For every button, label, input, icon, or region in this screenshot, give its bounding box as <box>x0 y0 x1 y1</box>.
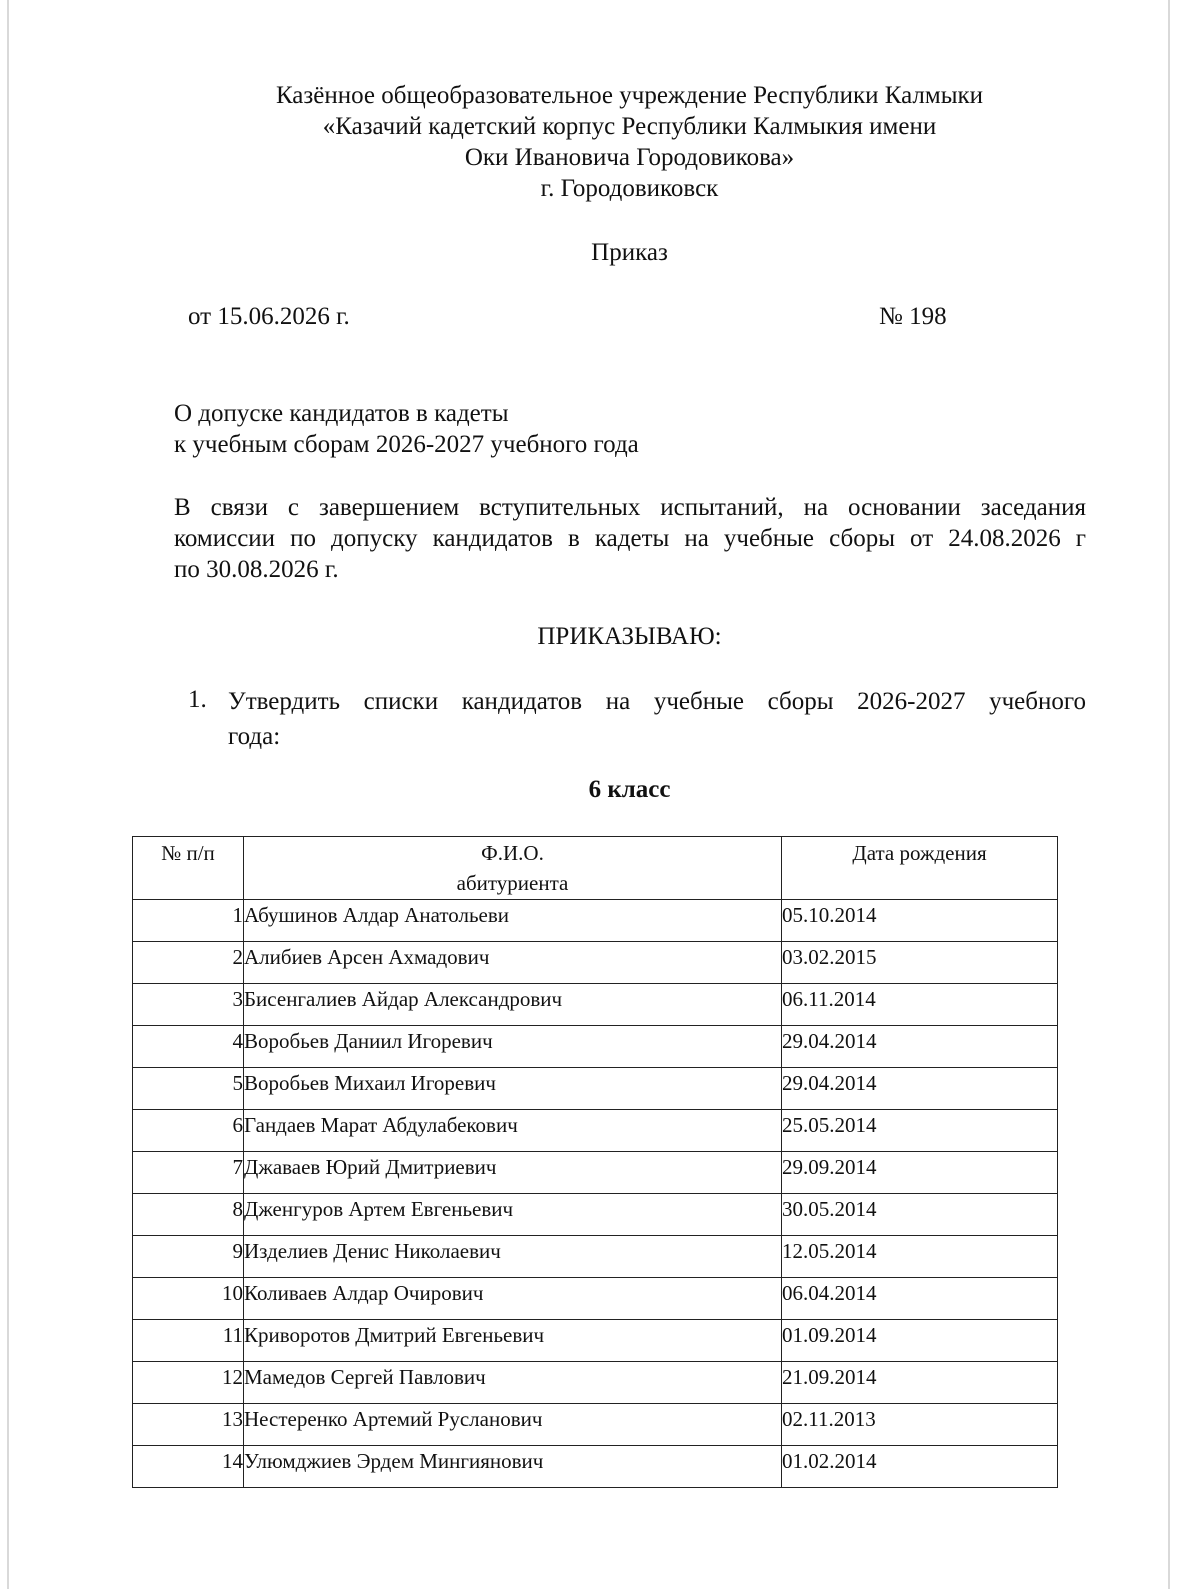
row-full-name: Джаваев Юрий Дмитриевич <box>244 1152 782 1194</box>
order-date: от 15.06.2026 г. <box>188 303 350 330</box>
header-city-line: г. Городовиковск <box>540 175 719 202</box>
row-full-name: Алибиев Арсен Ахмадович <box>244 942 782 984</box>
row-full-name: Нестеренко Артемий Русланович <box>244 1404 782 1446</box>
table-header-row <box>133 837 1058 900</box>
row-birth-date: 02.11.2013 <box>782 1404 1058 1446</box>
row-birth-date: 06.11.2014 <box>782 984 1058 1026</box>
row-birth-date: 12.05.2014 <box>782 1236 1058 1278</box>
row-number: 7 <box>133 1152 244 1194</box>
document-header <box>0 80 1179 204</box>
row-birth-date: 03.02.2015 <box>782 942 1058 984</box>
row-number: 3 <box>133 984 244 1026</box>
row-birth-date: 29.09.2014 <box>782 1152 1058 1194</box>
header-institution-line: Казённое общеобразовательное учреждение Республики Калмыки <box>275 82 984 109</box>
table-row <box>133 1446 1058 1488</box>
row-full-name: Бисенгалиев Айдар Александрович <box>244 984 782 1026</box>
table-row <box>133 1404 1058 1446</box>
header-name-line: Ф.И.О. <box>481 841 544 865</box>
order-subject <box>174 398 639 460</box>
row-birth-date: 21.09.2014 <box>782 1362 1058 1404</box>
row-birth-date: 30.05.2014 <box>782 1194 1058 1236</box>
row-number: 5 <box>133 1068 244 1110</box>
row-number: 11 <box>133 1320 244 1362</box>
row-full-name: Улюмджиев Эрдем Мингиянович <box>244 1446 782 1488</box>
preamble-line: В связи с завершением вступительных испытаний, на основании заседания <box>174 494 1086 521</box>
table-row <box>133 1152 1058 1194</box>
header-number: № п/п <box>133 837 244 900</box>
row-full-name: Воробьев Даниил Игоревич <box>244 1026 782 1068</box>
table-row <box>133 1236 1058 1278</box>
header-name-line: абитуриента <box>456 871 569 895</box>
row-birth-date: 29.04.2014 <box>782 1068 1058 1110</box>
table-body <box>133 900 1058 1488</box>
row-number: 1 <box>133 900 244 942</box>
row-birth-date: 29.04.2014 <box>782 1026 1058 1068</box>
table-row <box>133 900 1058 942</box>
table-row <box>133 1320 1058 1362</box>
row-number: 9 <box>133 1236 244 1278</box>
class-title: 6 класс <box>588 776 671 803</box>
table-row <box>133 1068 1058 1110</box>
row-birth-date: 01.09.2014 <box>782 1320 1058 1362</box>
decree-heading: ПРИКАЗЫВАЮ: <box>537 623 722 650</box>
row-number: 6 <box>133 1110 244 1152</box>
table-row <box>133 1026 1058 1068</box>
item-number: 1. <box>188 686 207 713</box>
header-corps-line: «Казачий кадетский корпус Республики Калмыкия имени <box>322 113 937 140</box>
row-birth-date: 06.04.2014 <box>782 1278 1058 1320</box>
row-birth-date: 01.02.2014 <box>782 1446 1058 1488</box>
header-birth-date: Дата рождения <box>782 837 1058 900</box>
row-full-name: Коливаев Алдар Очирович <box>244 1278 782 1320</box>
table-row <box>133 984 1058 1026</box>
row-full-name: Мамедов Сергей Павлович <box>244 1362 782 1404</box>
candidates-table <box>132 836 1058 1488</box>
row-number: 2 <box>133 942 244 984</box>
item-text-line: Утвердить списки кандидатов на учебные сборы 2026-2027 учебного <box>228 688 1086 715</box>
table-row <box>133 942 1058 984</box>
row-full-name: Воробьев Михаил Игоревич <box>244 1068 782 1110</box>
table-row <box>133 1278 1058 1320</box>
row-full-name: Дженгуров Артем Евгеньевич <box>244 1194 782 1236</box>
row-birth-date: 05.10.2014 <box>782 900 1058 942</box>
row-full-name: Изделиев Денис Николаевич <box>244 1236 782 1278</box>
row-number: 10 <box>133 1278 244 1320</box>
row-number: 8 <box>133 1194 244 1236</box>
row-full-name: Абушинов Алдар Анатольеви <box>244 900 782 942</box>
row-number: 13 <box>133 1404 244 1446</box>
table-row <box>133 1110 1058 1152</box>
order-preamble <box>174 492 1086 585</box>
row-number: 4 <box>133 1026 244 1068</box>
row-full-name: Криворотов Дмитрий Евгеньевич <box>244 1320 782 1362</box>
preamble-line: комиссии по допуску кандидатов в кадеты на учебные сборы от 24.08.2026 г <box>174 525 1086 552</box>
order-title: Приказ <box>591 239 668 266</box>
subject-line: О допуске кандидатов в кадеты <box>174 400 509 427</box>
row-number: 12 <box>133 1362 244 1404</box>
table-row <box>133 1194 1058 1236</box>
row-birth-date: 25.05.2014 <box>782 1110 1058 1152</box>
row-number: 14 <box>133 1446 244 1488</box>
preamble-line: по 30.08.2026 г. <box>174 556 339 583</box>
order-number: № 198 <box>879 303 947 330</box>
table-row <box>133 1362 1058 1404</box>
row-full-name: Гандаев Марат Абдулабекович <box>244 1110 782 1152</box>
item-text-line: года: <box>228 723 281 750</box>
header-name-line: Оки Ивановича Городовикова» <box>464 144 795 171</box>
header-name <box>244 837 782 900</box>
subject-line: к учебным сборам 2026-2027 учебного года <box>174 431 639 458</box>
item-text <box>228 684 1086 754</box>
